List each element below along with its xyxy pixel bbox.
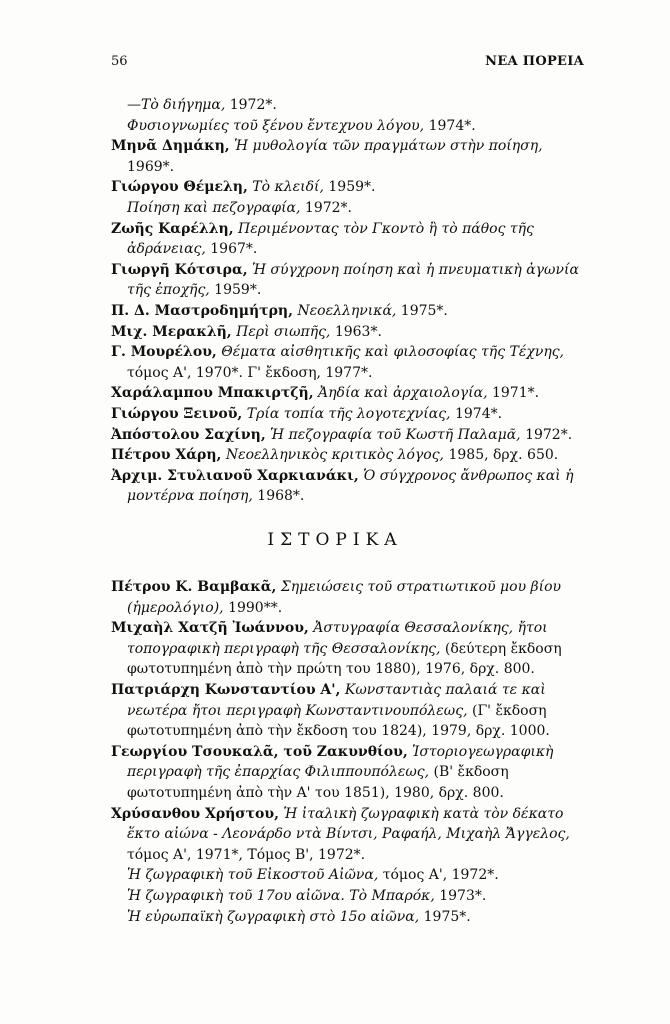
list-item bbox=[111, 342, 587, 383]
list-item bbox=[111, 865, 587, 886]
list-item bbox=[111, 322, 587, 343]
work-details: (Β' ἔκδοση φωτοτυπημένη ἀπὸ τὴν Α' του 1851), 1980, δρχ. 800. bbox=[127, 764, 509, 801]
work-title: Ἡ ζωγραφικὴ τοῦ 17ου αἰῶνα. Τὸ Μπαρόκ, bbox=[127, 887, 435, 904]
work-title: Ὁ σύγχρονος ἄνθρωπος καὶ ἡ μοντέρνα ποίηση, bbox=[127, 467, 574, 505]
section-heading-history: ΙΣΤΟΡΙΚΑ bbox=[267, 530, 403, 550]
work-details: τόμος Α', 1970*. Γ' ἔκδοση, 1977*. bbox=[127, 364, 373, 381]
list-item bbox=[111, 219, 587, 260]
list-item bbox=[111, 886, 587, 907]
work-title: —Τὸ διήγημα, bbox=[127, 97, 226, 113]
author-name: Πέτρου Χάρη, bbox=[111, 447, 222, 464]
work-details: 1972*. bbox=[300, 199, 352, 216]
list-item bbox=[111, 177, 587, 198]
author-name: Γ. Μουρέλου, bbox=[111, 344, 217, 361]
work-title: Φυσιογνωμίες τοῦ ξένου ἔντεχνου λόγου, bbox=[127, 117, 425, 134]
work-details: 1975*. bbox=[419, 908, 471, 925]
work-title: Ἡ ἰταλικὴ ζωγραφικὴ κατὰ τὸν δέκατο ἕκτο αἰώνα - Λεονάρδο ντὰ Βίντσι, Ραφαήλ, Μιχαὴλ Ἄγγελος, bbox=[127, 805, 570, 843]
work-title: Τὸ κλειδί, bbox=[247, 179, 324, 196]
list-item bbox=[111, 577, 587, 618]
list-item bbox=[111, 445, 587, 466]
work-details: τόμος Α', 1971*, Τόμος Β', 1972*. bbox=[127, 846, 366, 863]
work-details: τόμος Α', 1972*. bbox=[378, 867, 499, 884]
work-title: Νεοελληνικά, bbox=[292, 302, 397, 319]
list-item bbox=[111, 404, 587, 425]
author-name: Γιωργῆ Κότσιρα, bbox=[111, 261, 248, 278]
list-item bbox=[111, 680, 587, 742]
list-item bbox=[111, 95, 587, 116]
work-title: Νεοελληνικὸς κριτικὸς λόγος, bbox=[221, 447, 445, 464]
work-title: Θέματα αἰσθητικῆς καὶ φιλοσοφίας τῆς Τέχνης, bbox=[216, 344, 565, 361]
work-details: 1967*. bbox=[205, 241, 258, 258]
list-item bbox=[111, 804, 587, 866]
work-details: 1985, δρχ. 650. bbox=[444, 447, 559, 464]
author-name: Πατριάρχη Κωνσταντίου Α', bbox=[111, 681, 341, 698]
page-number: 56 bbox=[111, 54, 128, 69]
author-name: Ἀπόστολου Σαχίνη, bbox=[111, 426, 266, 443]
work-title: Κωνσταντιὰς παλαιά τε καὶ νεωτέρα ἤτοι περιγραφὴ Κωνσταντινουπόλεως, bbox=[127, 681, 546, 719]
list-item bbox=[111, 742, 587, 804]
work-details: 1990**. bbox=[223, 599, 283, 616]
work-title: Ἡ σύγχρονη ποίηση καὶ ἡ πνευματικὴ ἀγωνία τῆς ἐποχῆς, bbox=[127, 261, 579, 299]
list-item bbox=[111, 260, 587, 301]
work-title: Ἀηδία καὶ ἀρχαιολογία, bbox=[313, 385, 488, 402]
work-details: 1972*. bbox=[520, 426, 573, 443]
work-title: Ἡ εὐρωπαϊκὴ ζωγραφικὴ στὸ 15ο αἰῶνα, bbox=[127, 908, 420, 925]
author-name: Μιχ. Μερακλῆ, bbox=[111, 323, 232, 340]
work-title: Τρία τοπία τῆς λογοτεχνίας, bbox=[242, 405, 451, 422]
running-title: ΝΕΑ ΠΟΡΕΙΑ bbox=[485, 54, 584, 69]
author-name: Χαράλαμπου Μπακιρτζῆ, bbox=[111, 385, 314, 402]
work-details: (Γ' ἔκδοση φωτοτυπημένη ἀπὸ τὴν ἔκδοση του 1824), 1979, δρχ. 1000. bbox=[127, 702, 550, 740]
author-name: Χρύσανθου Χρήστου, bbox=[111, 805, 279, 822]
work-title: Ἀστυγραφία Θεσσαλονίκης, ἤτοι τοπογραφικὴ περιγραφὴ τῆς Θεσσαλονίκης, bbox=[127, 620, 548, 657]
list-item bbox=[111, 301, 587, 322]
work-details: 1974*. bbox=[424, 117, 476, 134]
author-name: Πέτρου Κ. Βαμβακᾶ, bbox=[111, 579, 277, 595]
work-details: 1973*. bbox=[434, 887, 487, 904]
work-details: 1963*. bbox=[330, 323, 382, 340]
bibliography-list-history bbox=[111, 577, 587, 927]
work-details: 1968*. bbox=[252, 488, 305, 505]
bibliography-list-criticism bbox=[111, 95, 587, 507]
author-name: Γιώργου Θέμελη, bbox=[111, 179, 248, 196]
work-details: 1959*. bbox=[209, 282, 262, 299]
work-details: 1972*. bbox=[225, 97, 277, 113]
author-name: Μιχαὴλ Χατζῆ Ἰωάννου, bbox=[111, 620, 309, 637]
list-item bbox=[111, 116, 587, 137]
work-title: Ἡ ζωγραφικὴ τοῦ Εἰκοστοῦ Αἰῶνα, bbox=[127, 867, 379, 884]
list-item bbox=[111, 383, 587, 404]
list-item bbox=[111, 466, 587, 507]
author-name: Ἀρχιμ. Στυλιανοῦ Χαρκιανάκι, bbox=[111, 467, 359, 484]
list-item bbox=[111, 618, 587, 680]
work-title: Σημειώσεις τοῦ στρατιωτικοῦ μου βίου (ἡμερολόγιο), bbox=[127, 579, 562, 616]
list-item bbox=[111, 425, 587, 446]
work-title: Ἡ πεζογραφία τοῦ Κωστῆ Παλαμᾶ, bbox=[265, 426, 521, 443]
work-title: Ἱστοριογεωγραφικὴ περιγραφὴ τῆς ἐπαρχίας Φιλιππουπόλεως, bbox=[127, 743, 554, 781]
author-name: Γεωργίου Τσουκαλᾶ, τοῦ Ζακυνθίου, bbox=[111, 743, 408, 760]
work-details: 1969*. bbox=[127, 158, 175, 175]
list-item bbox=[111, 136, 587, 177]
author-name: Π. Δ. Μαστροδημήτρη, bbox=[111, 302, 293, 319]
work-details: 1959*. bbox=[323, 179, 376, 196]
work-details: 1974*. bbox=[450, 405, 503, 422]
work-title: Περιμένοντας τὸν Γκοντὸ ἢ τὸ πάθος τῆς ἀδράνειας, bbox=[127, 220, 534, 258]
work-title: Περὶ σιωπῆς, bbox=[231, 323, 331, 340]
work-title: Ἡ μυθολογία τῶν πραγμάτων στὴν ποίηση, bbox=[229, 138, 543, 155]
work-details: (δεύτερη ἔκδοση φωτοτυπημένη ἀπὸ τὴν πρώτη του 1880), 1976, δρχ. 800. bbox=[127, 640, 562, 678]
work-details: 1975*. bbox=[396, 302, 448, 319]
author-name: Μηνᾶ Δημάκη, bbox=[111, 138, 230, 155]
author-name: Ζωῆς Καρέλλη, bbox=[111, 220, 234, 237]
work-title: Ποίηση καὶ πεζογραφία, bbox=[127, 199, 301, 216]
work-details: 1971*. bbox=[487, 385, 540, 402]
list-item bbox=[111, 907, 587, 928]
author-name: Γιώργου Ξεινοῦ, bbox=[111, 405, 243, 422]
list-item bbox=[111, 198, 587, 219]
running-head bbox=[111, 54, 584, 69]
